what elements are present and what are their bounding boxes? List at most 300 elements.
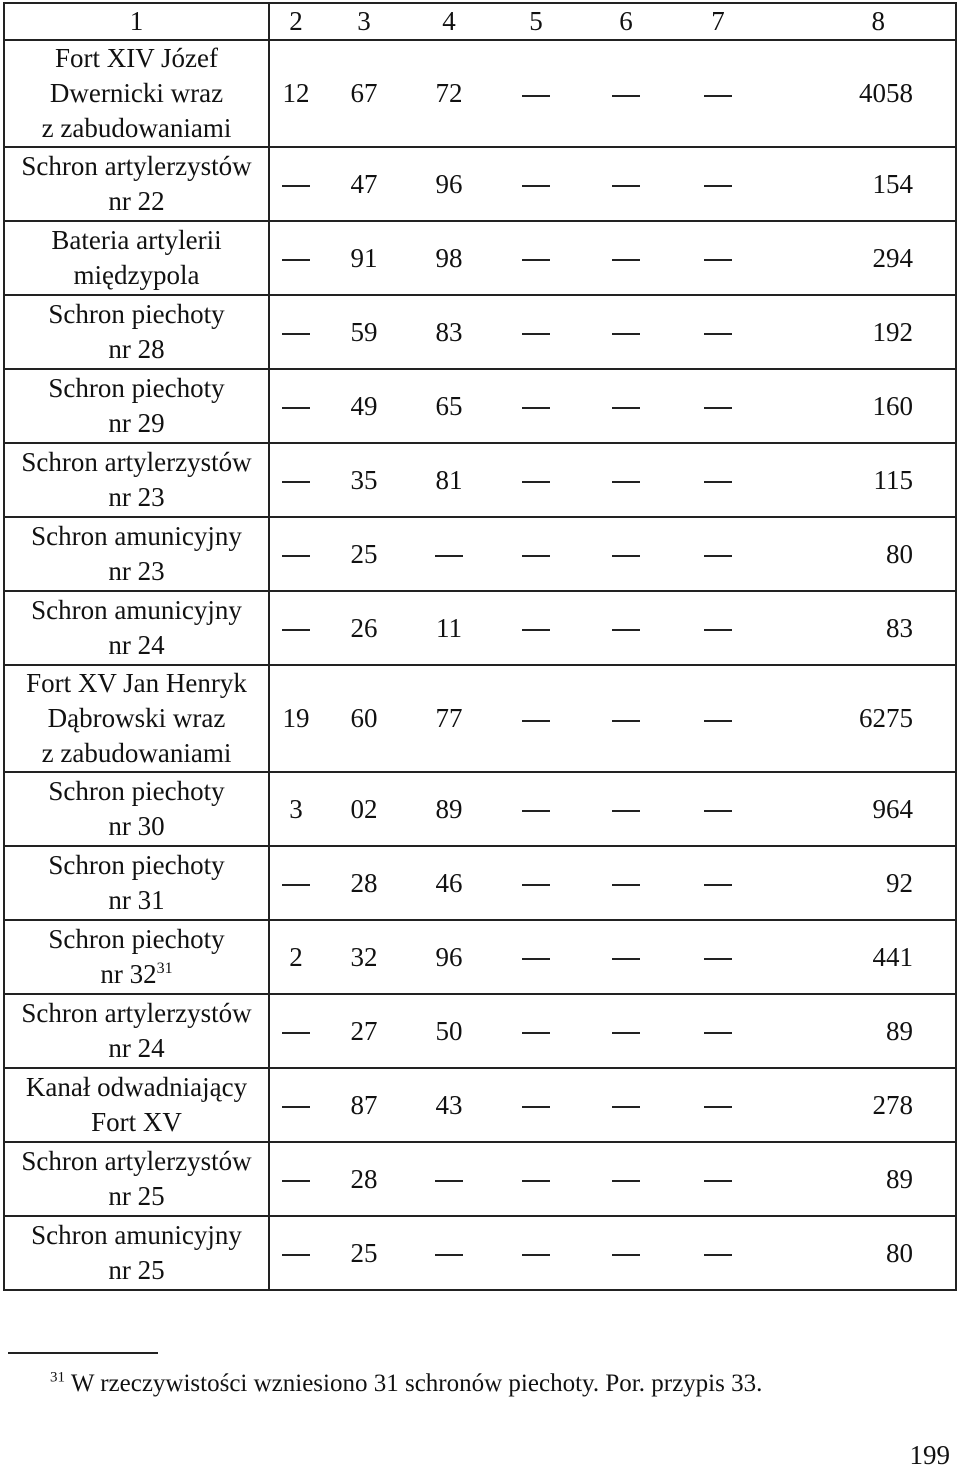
object-name-text: Dąbrowski wraz [47, 703, 226, 733]
dash-mark [282, 333, 310, 335]
object-name-line [5, 1070, 268, 1105]
value-col-7 [672, 792, 764, 827]
object-name-text: Schron artylerzystów [21, 1146, 252, 1176]
object-name-line [5, 996, 268, 1031]
object-name-line [5, 184, 268, 219]
table-row [4, 665, 956, 772]
header-cells [269, 3, 956, 40]
value-col-8: 80 [886, 1237, 913, 1268]
value-col-5 [492, 866, 580, 901]
header-cell-7: 7 [711, 6, 725, 36]
header-cell-8: 8 [871, 6, 885, 36]
value-col-3: 91 [350, 242, 378, 273]
value-col-6 [580, 389, 672, 424]
dash-mark [522, 1180, 550, 1182]
value-col-6 [580, 463, 672, 498]
object-name-text: nr 22 [108, 186, 165, 216]
values-cell [269, 147, 956, 221]
object-name-line [5, 223, 268, 258]
value-col-3: 25 [350, 538, 378, 569]
dash-mark [435, 1180, 463, 1182]
dash-mark [704, 333, 732, 335]
object-name-cell [4, 846, 269, 920]
object-name-text: Schron piechoty [48, 776, 225, 806]
object-name-text: Schron amunicyjny [31, 521, 242, 551]
value-col-6 [580, 792, 672, 827]
object-name-line [5, 258, 268, 293]
dash-mark [522, 555, 550, 557]
value-col-8: 83 [886, 612, 913, 643]
dash-mark [522, 259, 550, 261]
object-name-cell [4, 591, 269, 665]
value-col-7 [672, 701, 764, 736]
value-col-7 [672, 611, 764, 646]
object-name-cell [4, 1068, 269, 1142]
value-col-8: 160 [872, 390, 913, 421]
value-col-5 [492, 611, 580, 646]
object-name-text: Kanał odwadniający [25, 1072, 248, 1102]
value-col-7 [672, 940, 764, 975]
object-name-text: Schron amunicyjny [31, 1220, 242, 1250]
value-col-6 [580, 537, 672, 572]
value-col-8: 89 [886, 1015, 913, 1046]
value-col-8: 80 [886, 538, 913, 569]
dash-mark [282, 884, 310, 886]
value-col-2 [270, 463, 322, 498]
object-name-line [5, 922, 268, 957]
value-col-4: 72 [435, 78, 463, 108]
dash-mark [612, 720, 640, 722]
value-col-3: 47 [350, 168, 378, 199]
object-name-line [5, 736, 268, 771]
values-cell [269, 846, 956, 920]
value-col-5 [492, 389, 580, 424]
value-col-4: 77 [435, 703, 463, 733]
object-name-cell [4, 147, 269, 221]
dash-mark [522, 958, 550, 960]
value-col-3: 87 [350, 1089, 378, 1120]
value-col-6 [580, 1236, 672, 1271]
dash-mark [704, 1106, 732, 1108]
dash-mark [282, 555, 310, 557]
dash-mark [522, 1106, 550, 1108]
value-col-5 [492, 167, 580, 202]
page-number: 199 [909, 1440, 950, 1470]
object-name-text: nr 23 [108, 556, 165, 586]
value-col-2 [270, 241, 322, 276]
table-row [4, 369, 956, 443]
value-col-5 [492, 537, 580, 572]
value-col-8: 441 [872, 941, 913, 972]
value-col-7 [672, 76, 764, 111]
values-cell [269, 994, 956, 1068]
value-col-7 [672, 463, 764, 498]
object-name-line [5, 774, 268, 809]
value-col-6 [580, 1014, 672, 1049]
footnote-number: 31 [50, 1369, 65, 1386]
value-col-6 [580, 866, 672, 901]
value-col-2: 12 [282, 78, 310, 108]
value-col-8: 278 [872, 1089, 913, 1120]
dash-mark [704, 629, 732, 631]
dash-mark [704, 1032, 732, 1034]
dash-mark [704, 407, 732, 409]
dash-mark [704, 720, 732, 722]
table-row [4, 443, 956, 517]
dash-mark [612, 407, 640, 409]
values-cell [269, 221, 956, 295]
dash-mark [612, 884, 640, 886]
table-row [4, 591, 956, 665]
object-name-text: z zabudowaniami [41, 113, 232, 143]
table-row [4, 40, 956, 147]
value-col-6 [580, 315, 672, 350]
value-col-7 [672, 1162, 764, 1197]
value-col-8: 294 [872, 242, 913, 273]
object-name-line [5, 371, 268, 406]
value-col-4: 50 [435, 1015, 463, 1046]
object-name-line [5, 628, 268, 663]
value-col-6 [580, 611, 672, 646]
object-name-line [5, 809, 268, 844]
object-name-line [5, 1253, 268, 1288]
dash-mark [612, 95, 640, 97]
value-col-2 [270, 1014, 322, 1049]
header-cell-6: 6 [619, 6, 633, 36]
object-name-line [5, 1218, 268, 1253]
dash-mark [612, 555, 640, 557]
value-col-4: 83 [435, 316, 463, 347]
value-col-8: 192 [872, 316, 913, 347]
value-col-8: 4058 [859, 78, 913, 108]
value-col-2 [270, 1236, 322, 1271]
value-col-5 [492, 463, 580, 498]
dash-mark [282, 185, 310, 187]
object-name-cell [4, 443, 269, 517]
object-name-line [5, 883, 268, 918]
object-name-text: nr 30 [108, 811, 165, 841]
value-col-2 [270, 866, 322, 901]
dash-mark [612, 259, 640, 261]
value-col-4: 11 [436, 612, 462, 643]
value-col-4: 98 [435, 242, 463, 273]
values-cell [269, 1068, 956, 1142]
value-col-6 [580, 701, 672, 736]
value-col-4: 65 [435, 390, 463, 421]
value-col-3: 26 [350, 612, 378, 643]
dash-mark [612, 333, 640, 335]
dash-mark [612, 810, 640, 812]
values-cell [269, 443, 956, 517]
dash-mark [704, 185, 732, 187]
object-name-text: Schron artylerzystów [21, 447, 252, 477]
table-row [4, 517, 956, 591]
dash-mark [522, 185, 550, 187]
value-col-4 [406, 537, 492, 572]
value-col-4: 43 [435, 1089, 463, 1120]
dash-mark [704, 555, 732, 557]
object-name-line [5, 1105, 268, 1140]
value-col-7 [672, 167, 764, 202]
dash-mark [704, 958, 732, 960]
dash-mark [612, 1180, 640, 1182]
value-col-5 [492, 701, 580, 736]
value-col-7 [672, 1236, 764, 1271]
dash-mark [612, 1106, 640, 1108]
object-name-text: nr 24 [108, 1033, 165, 1063]
value-col-7 [672, 866, 764, 901]
value-col-6 [580, 76, 672, 111]
dash-mark [612, 1032, 640, 1034]
object-name-text: nr 23 [108, 482, 165, 512]
value-col-5 [492, 1162, 580, 1197]
value-col-5 [492, 1088, 580, 1123]
value-col-5 [492, 940, 580, 975]
value-col-3: 25 [350, 1237, 378, 1268]
value-col-6 [580, 167, 672, 202]
object-name-text: Schron amunicyjny [31, 595, 242, 625]
header-cell-3: 3 [357, 6, 371, 36]
object-name-line [5, 1179, 268, 1214]
dash-mark [522, 629, 550, 631]
value-col-2 [270, 167, 322, 202]
values-cell [269, 920, 956, 994]
value-col-7 [672, 537, 764, 572]
value-col-3: 27 [350, 1015, 378, 1046]
object-name-line [5, 297, 268, 332]
object-name-cell [4, 994, 269, 1068]
dash-mark [282, 1180, 310, 1182]
values-cell [269, 517, 956, 591]
object-name-text: Dwernicki wraz [49, 78, 224, 108]
table-row [4, 1142, 956, 1216]
value-col-7 [672, 241, 764, 276]
value-col-4: 96 [435, 941, 463, 972]
dash-mark [522, 333, 550, 335]
value-col-3: 02 [350, 793, 378, 824]
dash-mark [435, 555, 463, 557]
object-name-text: nr 29 [108, 408, 165, 438]
object-name-line [5, 554, 268, 589]
footnote-rule [8, 1352, 158, 1354]
table-row [4, 846, 956, 920]
dash-mark [522, 95, 550, 97]
object-name-line [5, 666, 268, 701]
object-name-text: nr 24 [108, 630, 165, 660]
dash-mark [522, 810, 550, 812]
dash-mark [612, 185, 640, 187]
footnote-text: W rzeczywistości wzniesiono 31 schronów piechoty. Por. przypis 33. [70, 1370, 763, 1397]
table-row [4, 1068, 956, 1142]
value-col-6 [580, 241, 672, 276]
dash-mark [704, 1180, 732, 1182]
value-col-2: 2 [289, 941, 303, 972]
object-name-cell [4, 665, 269, 772]
value-col-8: 6275 [859, 703, 913, 733]
object-name-text: nr 32 [100, 959, 157, 989]
value-col-5 [492, 1014, 580, 1049]
object-name-line [5, 111, 268, 146]
dash-mark [435, 1254, 463, 1256]
value-col-7 [672, 1088, 764, 1123]
value-col-2 [270, 537, 322, 572]
object-name-text: Schron piechoty [48, 924, 225, 954]
table-row [4, 221, 956, 295]
dash-mark [612, 958, 640, 960]
value-col-4 [406, 1162, 492, 1197]
object-name-text: Bateria artylerii [51, 225, 222, 255]
object-name-cell [4, 920, 269, 994]
value-col-5 [492, 792, 580, 827]
footnote-reference: 31 [156, 960, 173, 977]
value-col-8: 154 [872, 168, 913, 199]
object-name-text: nr 25 [108, 1255, 165, 1285]
dash-mark [282, 629, 310, 631]
data-table [3, 2, 957, 1291]
dash-mark [704, 884, 732, 886]
object-name-cell [4, 1142, 269, 1216]
object-name-line [5, 593, 268, 628]
value-col-7 [672, 389, 764, 424]
footnote [50, 1370, 762, 1398]
value-col-7 [672, 315, 764, 350]
value-col-2 [270, 611, 322, 646]
object-name-line [5, 41, 268, 76]
dash-mark [704, 1254, 732, 1256]
object-name-line [5, 149, 268, 184]
dash-mark [522, 884, 550, 886]
value-col-4: 96 [435, 168, 463, 199]
object-name-text: Fort XV [91, 1107, 182, 1137]
value-col-6 [580, 1162, 672, 1197]
values-cell [269, 295, 956, 369]
value-col-3: 59 [350, 316, 378, 347]
object-name-cell [4, 221, 269, 295]
value-col-2: 3 [289, 793, 303, 824]
object-name-cell [4, 1216, 269, 1290]
dash-mark [282, 1106, 310, 1108]
header-cell-4: 4 [442, 6, 456, 36]
dash-mark [282, 1254, 310, 1256]
value-col-3: 67 [350, 78, 378, 108]
value-col-8: 92 [886, 867, 913, 898]
value-col-2 [270, 1088, 322, 1123]
object-name-cell [4, 772, 269, 846]
header-cell-2: 2 [289, 6, 303, 36]
dash-mark [282, 481, 310, 483]
dash-mark [704, 810, 732, 812]
table-row [4, 994, 956, 1068]
object-name-text: Fort XV Jan Henryk [26, 668, 247, 698]
value-col-4: 46 [435, 867, 463, 898]
value-col-3: 28 [350, 1163, 378, 1194]
value-col-3: 32 [350, 941, 378, 972]
dash-mark [282, 1032, 310, 1034]
header-row [4, 3, 956, 40]
dash-mark [522, 1032, 550, 1034]
object-name-line [5, 332, 268, 367]
value-col-4: 89 [435, 793, 463, 824]
object-name-cell [4, 295, 269, 369]
table-row [4, 147, 956, 221]
value-col-5 [492, 76, 580, 111]
object-name-line [5, 1144, 268, 1179]
value-col-2 [270, 389, 322, 424]
dash-mark [282, 259, 310, 261]
values-cell [269, 1216, 956, 1290]
object-name-text: Schron piechoty [48, 373, 225, 403]
dash-mark [612, 629, 640, 631]
dash-mark [522, 481, 550, 483]
dash-mark [522, 720, 550, 722]
object-name-line [5, 76, 268, 111]
value-col-2: 19 [282, 703, 310, 733]
value-col-3: 49 [350, 390, 378, 421]
header-cell-1: 1 [4, 3, 269, 40]
dash-mark [704, 95, 732, 97]
object-name-line [5, 701, 268, 736]
dash-mark [612, 481, 640, 483]
value-col-2 [270, 1162, 322, 1197]
object-name-text: Schron piechoty [48, 299, 225, 329]
value-col-3: 35 [350, 464, 378, 495]
object-name-line [5, 445, 268, 480]
value-col-3: 60 [350, 703, 378, 733]
object-name-cell [4, 40, 269, 147]
object-name-line [5, 519, 268, 554]
value-col-5 [492, 241, 580, 276]
dash-mark [704, 481, 732, 483]
dash-mark [522, 407, 550, 409]
value-col-8: 89 [886, 1163, 913, 1194]
object-name-text: Fort XIV Józef [55, 43, 218, 73]
dash-mark [522, 1254, 550, 1256]
value-col-7 [672, 1014, 764, 1049]
value-col-6 [580, 940, 672, 975]
object-name-text: nr 31 [108, 885, 165, 915]
header-cell-5: 5 [529, 6, 543, 36]
object-name-line [5, 1031, 268, 1066]
values-cell [269, 591, 956, 665]
table-row [4, 772, 956, 846]
value-col-8: 115 [873, 464, 913, 495]
value-col-3: 28 [350, 867, 378, 898]
object-name-text: międzypola [73, 260, 200, 290]
object-name-text: nr 28 [108, 334, 165, 364]
value-col-5 [492, 1236, 580, 1271]
value-col-4: 81 [435, 464, 463, 495]
value-col-6 [580, 1088, 672, 1123]
dash-mark [282, 407, 310, 409]
object-name-line [5, 480, 268, 515]
values-cell [269, 772, 956, 846]
table-row [4, 295, 956, 369]
object-name-text: nr 25 [108, 1181, 165, 1211]
object-name-text: Schron piechoty [48, 850, 225, 880]
object-name-line [5, 406, 268, 441]
object-name-text: Schron artylerzystów [21, 151, 252, 181]
object-name-line [5, 848, 268, 883]
object-name-text: z zabudowaniami [41, 738, 232, 768]
value-col-4 [406, 1236, 492, 1271]
table-row [4, 1216, 956, 1290]
values-cell [269, 665, 956, 772]
value-col-5 [492, 315, 580, 350]
value-col-2 [270, 315, 322, 350]
object-name-cell [4, 517, 269, 591]
value-col-8: 964 [872, 793, 913, 824]
values-cell [269, 369, 956, 443]
